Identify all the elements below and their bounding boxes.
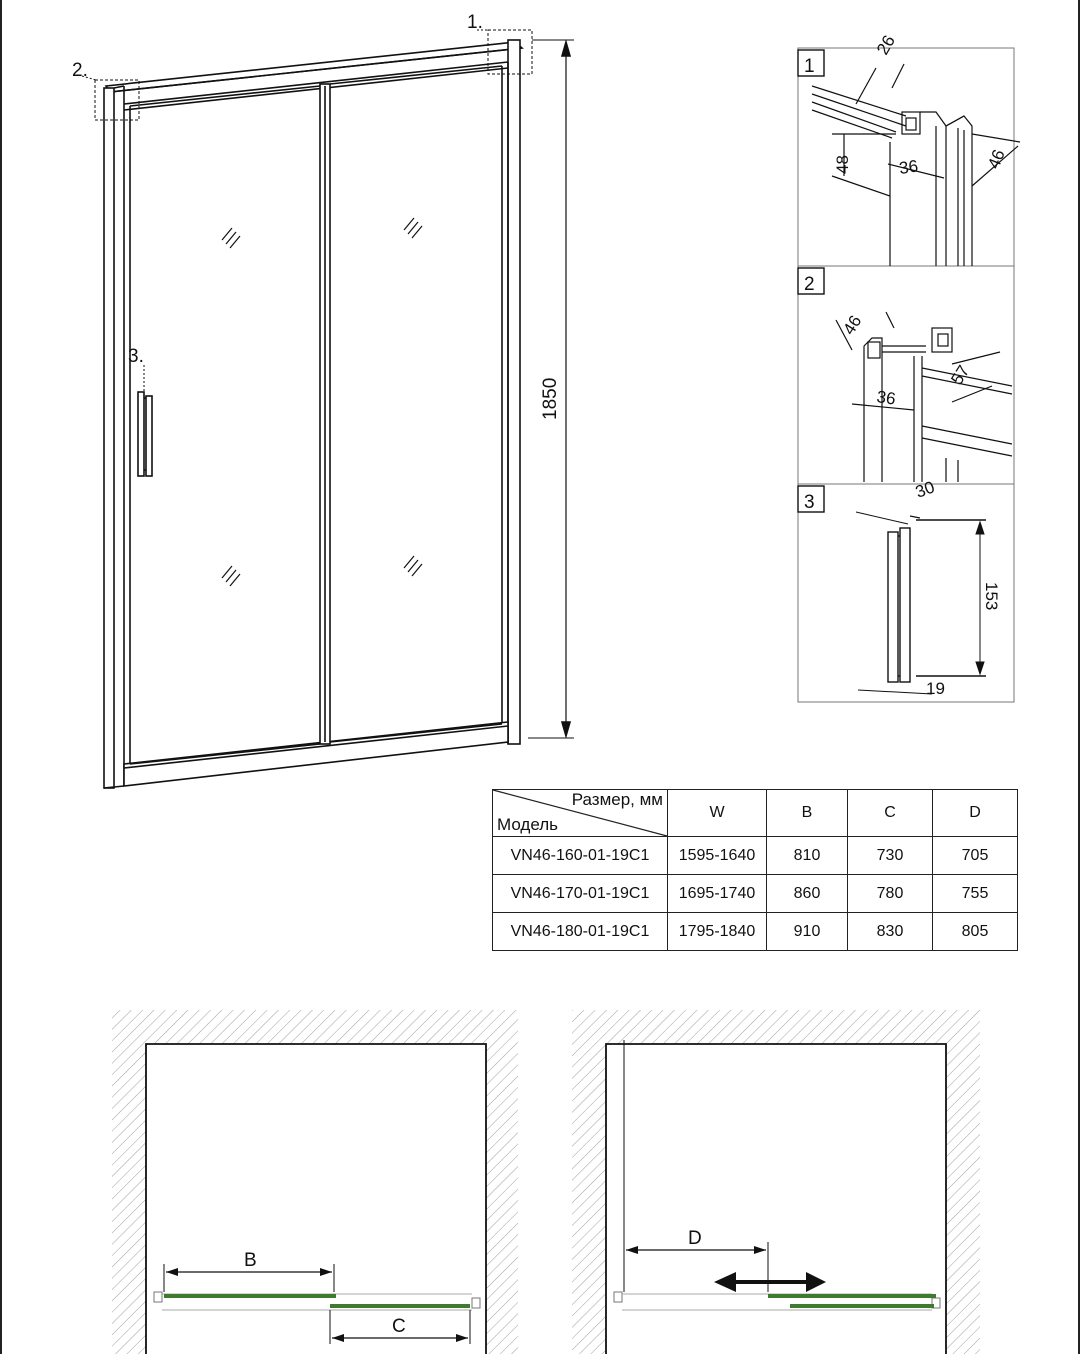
door-elevation-drawing — [0, 0, 620, 800]
detail-3-dim-30: 30 — [912, 477, 938, 502]
table-cell-b: 860 — [767, 875, 848, 913]
table-header-row — [493, 790, 1018, 837]
table-row — [493, 875, 1018, 913]
table-cell-model: VN46-180-01-19C1 — [493, 913, 668, 951]
table-cell-c: 780 — [848, 875, 933, 913]
table-cell-d: 705 — [933, 837, 1018, 875]
detail-1-dim-36: 36 — [897, 156, 920, 178]
plan-left-label-b: B — [244, 1250, 257, 1271]
table-cell-w: 1695-1740 — [668, 875, 767, 913]
detail-3-handle — [856, 512, 986, 694]
table-header-cell: W — [668, 790, 767, 837]
detail-2-dim-57: 57 — [947, 362, 974, 389]
plan-views — [0, 994, 1080, 1354]
left-wall-profile — [104, 88, 114, 788]
detail-2-dim-46: 46 — [839, 312, 866, 339]
table-header-cell: B — [767, 790, 848, 837]
table-cell-b: 910 — [767, 913, 848, 951]
detail-1-dim-26: 26 — [873, 32, 899, 58]
table-header-cell: C — [848, 790, 933, 837]
detail-2-profile — [836, 312, 1012, 482]
plan-left-wall-hatch — [112, 1010, 518, 1354]
table-cell-d: 755 — [933, 875, 1018, 913]
plan-left-label-c: C — [392, 1316, 406, 1337]
detail-3-index: 3 — [804, 492, 815, 513]
table-row — [493, 913, 1018, 951]
plan-right-label-d: D — [688, 1228, 702, 1249]
detail-2-dim-36: 36 — [875, 387, 897, 409]
header-size-label: Размер, мм — [571, 790, 663, 809]
plan-right-open — [572, 1010, 980, 1354]
callout-label-2: 2. — [72, 60, 88, 81]
callout-label-3: 3. — [128, 346, 144, 367]
table-cell-model: VN46-170-01-19C1 — [493, 875, 668, 913]
detail-3-dim-153: 153 — [982, 582, 1001, 611]
height-dimension-label: 1850 — [540, 377, 561, 420]
header-model-label: Модель — [497, 815, 559, 834]
table-cell-c: 830 — [848, 913, 933, 951]
table-header-model-size — [493, 790, 668, 837]
dimension-table — [492, 789, 1018, 951]
table-cell-b: 810 — [767, 837, 848, 875]
callout-label-1: 1. — [467, 12, 483, 33]
table-cell-c: 730 — [848, 837, 933, 875]
table-row — [493, 837, 1018, 875]
detail-views — [796, 32, 1026, 706]
table-cell-w: 1595-1640 — [668, 837, 767, 875]
slide-direction-arrow-icon — [714, 1272, 826, 1292]
door-handle — [138, 392, 152, 476]
table-cell-d: 805 — [933, 913, 1018, 951]
detail-2-index: 2 — [804, 274, 815, 295]
detail-3-dim-19: 19 — [926, 679, 945, 698]
table-cell-model: VN46-160-01-19C1 — [493, 837, 668, 875]
plan-left-closed — [112, 1010, 518, 1354]
plan-right-wall-hatch — [572, 1010, 980, 1354]
detail-1-index: 1 — [804, 56, 815, 77]
detail-1-dim-46: 46 — [984, 146, 1009, 172]
right-wall-profile — [508, 40, 520, 744]
detail-frame — [798, 48, 1014, 702]
table-header-cell: D — [933, 790, 1018, 837]
table-cell-w: 1795-1840 — [668, 913, 767, 951]
detail-1-dim-48: 48 — [833, 155, 852, 174]
